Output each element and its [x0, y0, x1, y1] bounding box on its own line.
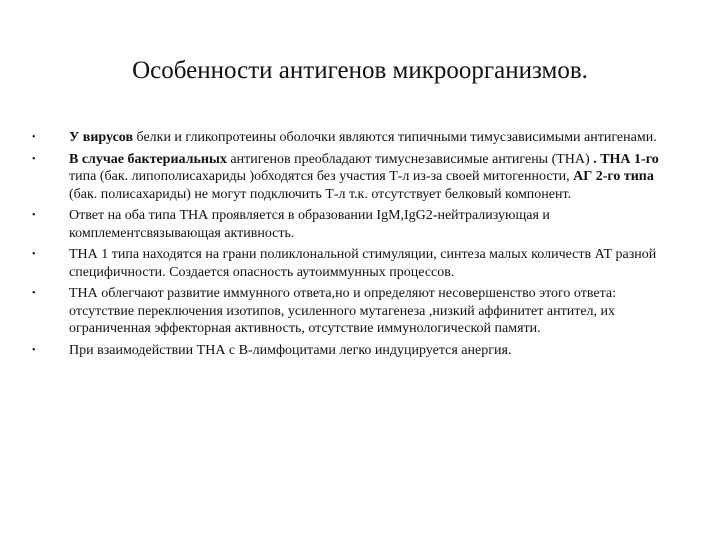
- bullet-text-bold: АГ 2-го типа: [573, 169, 654, 184]
- bullet-dot-icon: •: [32, 153, 36, 165]
- bullet-item: [32, 207, 672, 242]
- bullet-item: [32, 129, 672, 147]
- bullet-text-bold: У вирусов: [69, 130, 133, 145]
- bullet-dot-icon: •: [32, 210, 36, 221]
- bullet-text-bold: . ТНА 1-го: [593, 151, 659, 167]
- bullet-text: антигенов преобладают тимуснезависимые антигены (ТНА): [226, 151, 594, 167]
- bullet-item: [32, 285, 672, 338]
- bullet-text: ТНА 1 типа находятся на грани поликлональной стимуляции, синтеза малых количеств АТ разной специфичности. Создается опасность аутоиммунных процессов.: [69, 247, 657, 280]
- bullet-list: [32, 129, 672, 363]
- bullet-text: типа (бак. липополисахариды )обходятся без участия Т-л из-за своей митогенности,: [69, 169, 574, 184]
- bullet-dot-icon: •: [32, 249, 36, 260]
- bullet-item: [32, 246, 672, 281]
- bullet-dot-icon: •: [32, 288, 36, 299]
- bullet-text: ТНА облегчают развитие иммунного ответа,но и определяют несовершенство этого ответа: отсутствие переключения изотипов, усиленного мутагенеза ,низкий аффинитет антител, их ограниченная эффекторная активность, отсутствие иммунологической памяти.: [69, 286, 616, 336]
- slide-title: Особенности антигенов микроорганизмов.: [132, 57, 588, 84]
- bullet-text: (бак. полисахариды) не могут подключить Т-л т.к. отсутствует белковый компонент.: [69, 186, 572, 202]
- bullet-text-bold: В случае бактериальных: [69, 151, 227, 167]
- bullet-dot-icon: •: [32, 132, 36, 143]
- bullet-item: [32, 151, 672, 204]
- bullet-text: Ответ на оба типа ТНА проявляется в образовании IgM,IgG2-нейтрализующая и комплементсвязывающая активность.: [69, 208, 550, 241]
- bullet-item: [32, 342, 672, 360]
- bullet-text: белки и гликопротеины оболочки являются типичными тимусзависимыми антигенами.: [133, 130, 657, 145]
- bullet-text: При взаимодействии ТНА с В-лимфоцитами легко индуцируется анергия.: [69, 342, 512, 358]
- bullet-dot-icon: •: [32, 344, 36, 356]
